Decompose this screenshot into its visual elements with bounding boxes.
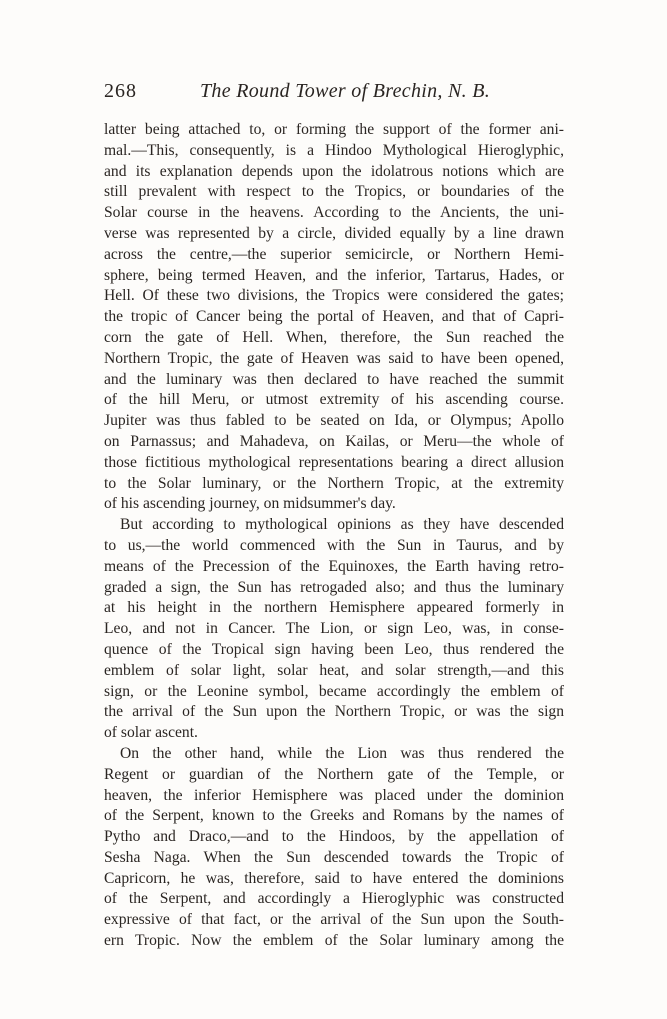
text-line: of the Serpent, known to the Greeks and Romans by the names of xyxy=(104,807,564,825)
text-line: and the luminary was then declared to have reached the summit xyxy=(104,370,564,388)
text-line: ern Tropic. Now the emblem of the Solar luminary among the xyxy=(104,932,564,950)
text-line: to the Solar luminary, or the Northern Tropic, at the extremity xyxy=(104,474,564,492)
text-line: sphere, being termed Heaven, and the inferior, Tartarus, Hades, or xyxy=(104,266,564,284)
text-line: heaven, the inferior Hemisphere was placed under the dominion xyxy=(104,786,564,804)
text-line: On the other hand, while the Lion was thus rendered the xyxy=(120,744,564,762)
text-line: Leo, and not in Cancer. The Lion, or sign Leo, was, in conse- xyxy=(104,620,564,638)
text-line: of the hill Meru, or utmost extremity of his ascending course. xyxy=(104,391,564,409)
text-line: and its explanation depends upon the idolatrous notions which are xyxy=(104,162,564,180)
text-line: at his height in the northern Hemisphere appeared formerly in xyxy=(104,599,564,617)
text-line: of solar ascent. xyxy=(104,724,198,742)
text-line: corn the gate of Hell. When, therefore, the Sun reached the xyxy=(104,328,564,346)
text-line: of his ascending journey, on midsummer's day. xyxy=(104,495,396,513)
text-line: means of the Precession of the Equinoxes, the Earth having retro- xyxy=(104,557,564,575)
text-line: Pytho and Draco,—and to the Hindoos, by the appellation of xyxy=(104,828,564,846)
text-line: But according to mythological opinions as they have descended xyxy=(120,516,564,534)
text-line: Capricorn, he was, therefore, said to have entered the dominions xyxy=(104,869,564,887)
text-line: latter being attached to, or forming the support of the former ani- xyxy=(104,121,564,138)
text-line: those fictitious mythological representations bearing a direct allusion xyxy=(104,453,564,471)
running-title: The Round Tower of Brechin, N. B. xyxy=(200,80,491,102)
body-text xyxy=(104,120,564,952)
text-line: quence of the Tropical sign having been Leo, thus rendered the xyxy=(104,640,564,658)
page-number: 268 xyxy=(104,80,137,102)
text-line: to us,—the world commenced with the Sun in Taurus, and by xyxy=(104,536,564,554)
text-line: sign, or the Leonine symbol, became accordingly the emblem of xyxy=(104,682,564,700)
page-header xyxy=(104,80,564,110)
text-line: Northern Tropic, the gate of Heaven was said to have been opened, xyxy=(104,349,564,367)
text-line: across the centre,—the superior semicircle, or Northern Hemi- xyxy=(104,245,564,263)
text-line: on Parnassus; and Mahadeva, on Kailas, or Meru—the whole of xyxy=(104,432,564,450)
text-line: the arrival of the Sun upon the Northern Tropic, or was the sign xyxy=(104,703,564,721)
text-line: graded a sign, the Sun has retrogaded also; and thus the luminary xyxy=(104,578,564,596)
text-line: verse was represented by a circle, divided equally by a line drawn xyxy=(104,224,564,242)
text-line: of the Serpent, and accordingly a Hieroglyphic was constructed xyxy=(104,890,564,908)
text-line: Hell. Of these two divisions, the Tropics were considered the gates; xyxy=(104,287,564,305)
text-line: Jupiter was thus fabled to be seated on Ida, or Olympus; Apollo xyxy=(104,412,564,430)
text-line: still prevalent with respect to the Tropics, or boundaries of the xyxy=(104,183,564,201)
text-line: expressive of that fact, or the arrival of the Sun upon the South- xyxy=(104,911,564,929)
text-line: mal.—This, consequently, is a Hindoo Mythological Hieroglyphic, xyxy=(104,141,564,159)
text-line: Regent or guardian of the Northern gate of the Temple, or xyxy=(104,765,564,783)
text-line: Solar course in the heavens. According to the Ancients, the uni- xyxy=(104,204,564,222)
text-line: emblem of solar light, solar heat, and solar strength,—and this xyxy=(104,661,564,679)
text-line: Sesha Naga. When the Sun descended towards the Tropic of xyxy=(104,848,564,866)
text-line: the tropic of Cancer being the portal of Heaven, and that of Capri- xyxy=(104,308,564,326)
